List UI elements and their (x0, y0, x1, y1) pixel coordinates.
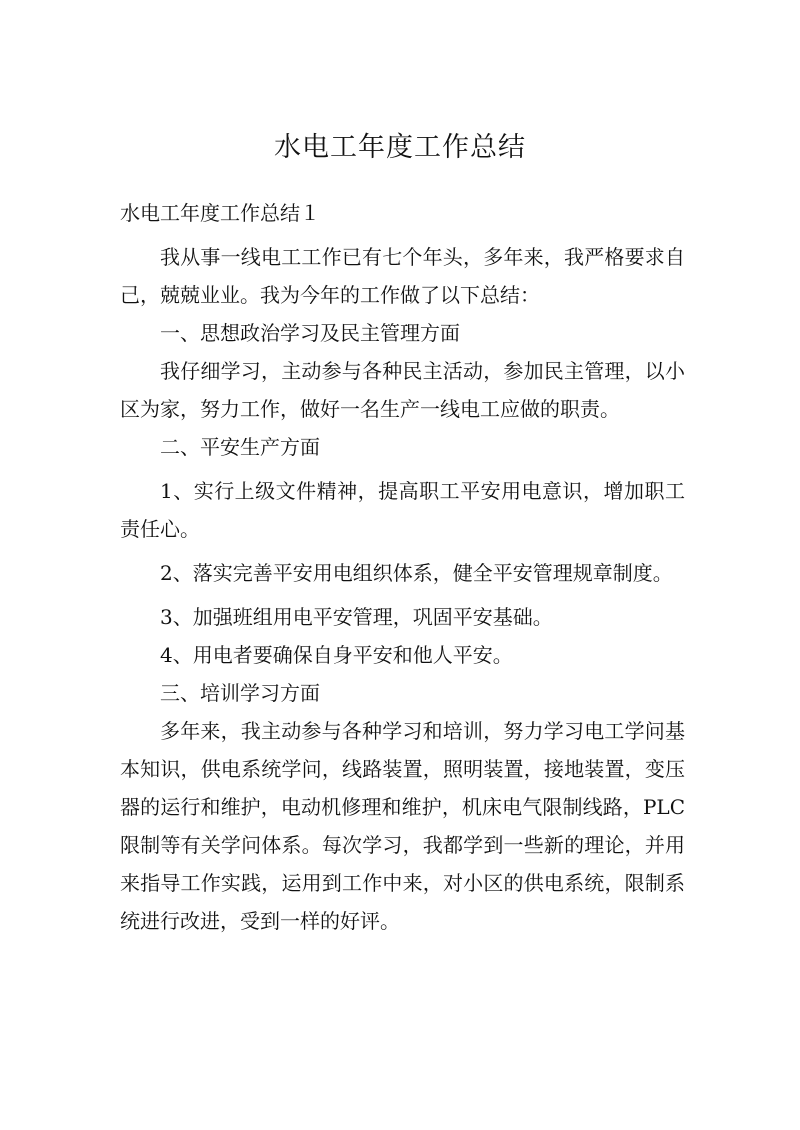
list-item-2: 2、落实完善平安用电组织体系，健全平安管理规章制度。 (160, 561, 673, 585)
paragraph-section-3: 多年来，我主动参与各种学习和培训，努力学习电工学问基本知识，供电系统学问，线路装置，照明装置，接地装置，变压器的运行和维护，电动机修理和维护，机床电气限制线路，PLC限制等有关学问体系。每次学习，我都学到一些新的理论，并用来指导工作实践，运用到工作中来，对小区的供电系统，限制系统进行改进，受到一样的好评。 (120, 719, 685, 933)
section-heading-2: 二、平安生产方面 (160, 435, 320, 459)
list-item-4: 4、用电者要确保自身平安和他人平安。 (160, 643, 513, 667)
section-heading-3: 三、培训学习方面 (160, 681, 320, 705)
document-subtitle: 水电工年度工作总结１ (120, 201, 320, 225)
paragraph-intro: 我从事一线电工工作已有七个年头，多年来，我严格要求自己，兢兢业业。我为今年的工作做了以下总结： (120, 245, 685, 307)
list-item-1: 1、实行上级文件精神，提高职工平安用电意识，增加职工责任心。 (120, 479, 685, 541)
section-heading-1: 一、思想政治学习及民主管理方面 (160, 321, 460, 345)
paragraph-section-1: 我仔细学习，主动参与各种民主活动，参加民主管理，以小区为家，努力工作，做好一名生产一线电工应做的职责。 (120, 359, 685, 421)
document-title: 水电工年度工作总结 (274, 132, 526, 163)
list-item-3: 3、加强班组用电平安管理，巩固平安基础。 (160, 605, 553, 629)
document-body (120, 238, 685, 940)
